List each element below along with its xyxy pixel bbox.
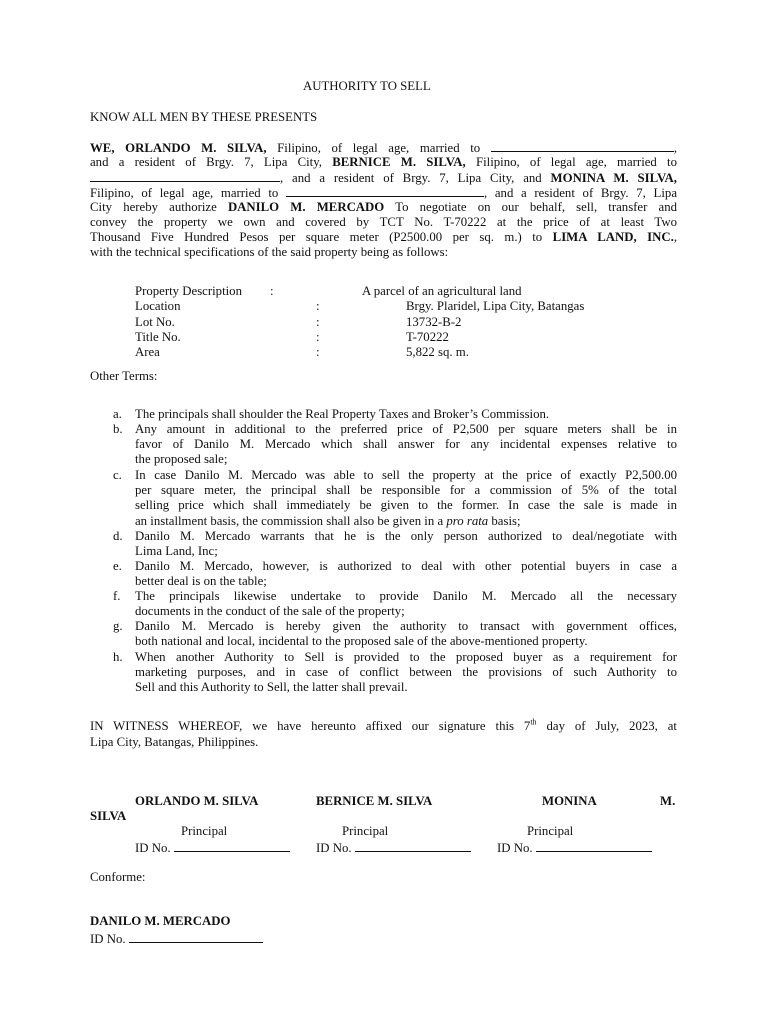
signatory-id: ID No. bbox=[497, 840, 652, 856]
signatory-role: Principal bbox=[527, 824, 574, 838]
signatory-role: Principal bbox=[181, 824, 228, 838]
term-letter: g. bbox=[113, 619, 123, 633]
signatory-id: ID No. bbox=[316, 840, 471, 856]
term-letter: b. bbox=[113, 422, 123, 436]
heading: KNOW ALL MEN BY THESE PRESENTS bbox=[90, 110, 318, 124]
term-letter: a. bbox=[113, 407, 122, 421]
principal-name-bernice: BERNICE M. SILVA, bbox=[332, 155, 466, 169]
agent-name-inline: DANILO M. MERCADO bbox=[227, 200, 385, 214]
buyer-name: LIMA LAND, INC. bbox=[552, 230, 674, 244]
signatory-name: SILVA bbox=[90, 809, 127, 823]
intro-line-6: convey the property we own and covered by TCT No. T-70222 at the price of at least Two bbox=[90, 215, 677, 229]
term-letter: h. bbox=[113, 650, 123, 664]
term-item-h: When another Authority to Sell is provided to the proposed buyer as a requirement for marketing purposes, and in case of conflict between the provisions of such Authority to Sell and this Authority to Sell, the latter shall prevail. bbox=[135, 650, 677, 695]
id-blank bbox=[174, 840, 290, 852]
signatory-name: ORLANDO M. SILVA bbox=[135, 794, 259, 808]
witness-line-2: Lipa City, Batangas, Philippines. bbox=[90, 735, 259, 749]
term-item-g: Danilo M. Mercado is hereby given the authority to transact with government offices, both national and local, incidental to the proposed sale of the above-mentioned property. bbox=[135, 619, 677, 649]
term-item-f: The principals likewise undertake to provide Danilo M. Mercado all the necessary documents in the conduct of the sale of the property; bbox=[135, 589, 677, 619]
term-letter: c. bbox=[113, 468, 122, 482]
other-terms-label: Other Terms: bbox=[90, 369, 158, 383]
agent-name: DANILO M. MERCADO bbox=[90, 914, 231, 928]
term-item-d: Danilo M. Mercado warrants that he is the only person authorized to deal/negotiate with Lima Land, Inc; bbox=[135, 529, 677, 559]
principal-name-monina: MONINA M. SILVA, bbox=[550, 171, 677, 185]
spouse-blank-2 bbox=[90, 170, 280, 182]
term-item-c: In case Danilo M. Mercado was able to sell the property at the price of exactly P2,500.00 per square meter, the principal shall be responsible for a commission of 5% of the total selling price which shall immediately be given to the former. In case the sale is made in an installment basis, the commission shall also be given in a pro rata basis; bbox=[135, 468, 677, 528]
signatory-name: MONINA bbox=[542, 794, 597, 808]
signatory-name: BERNICE M. SILVA bbox=[316, 794, 433, 808]
conforme-label: Conforme: bbox=[90, 870, 146, 884]
intro-line-5: City hereby authorize DANILO M. MERCADO To negotiate on our behalf, sell, transfer and bbox=[90, 200, 678, 214]
intro-line-2: and a resident of Brgy. 7, Lipa City, BERNICE M. SILVA, Filipino, of legal age, married to bbox=[90, 155, 677, 169]
spouse-blank-1 bbox=[491, 140, 674, 152]
id-blank bbox=[129, 931, 263, 943]
witness-line-1: IN WITNESS WHEREOF, we have hereunto affixed our signature this 7th day of July, 2023, at bbox=[90, 717, 677, 733]
spouse-blank-3 bbox=[286, 185, 484, 197]
spec-row: Title No. : T-70222 bbox=[135, 330, 449, 344]
signatory-id: ID No. bbox=[135, 840, 290, 856]
principal-name-orlando: WE, ORLANDO M. SILVA, bbox=[90, 141, 267, 155]
term-item-b: Any amount in additional to the preferred price of P2,500 per square meters shall be in favor of Danilo M. Mercado which shall answer for any incidental expenses relative to the proposed sale; bbox=[135, 422, 677, 467]
term-letter: d. bbox=[113, 529, 123, 543]
term-letter: e. bbox=[113, 559, 122, 573]
spec-row: Location : Brgy. Plaridel, Lipa City, Batangas bbox=[135, 299, 585, 313]
intro-line-8: with the technical specifications of the said property being as follows: bbox=[90, 245, 449, 259]
spec-row: Area : 5,822 sq. m. bbox=[135, 345, 469, 359]
signatory-role: Principal bbox=[342, 824, 389, 838]
spec-row: Lot No. : 13732-B-2 bbox=[135, 315, 462, 329]
id-blank bbox=[355, 840, 471, 852]
id-blank bbox=[536, 840, 652, 852]
term-item-a: The principals shall shoulder the Real Property Taxes and Broker’s Commission. bbox=[135, 407, 550, 421]
spec-row: Property Description : A parcel of an agricultural land bbox=[135, 284, 522, 298]
document-title: AUTHORITY TO SELL bbox=[303, 79, 431, 93]
term-letter: f. bbox=[113, 589, 121, 603]
intro-line-4: Filipino, of legal age, married to , and a resident of Brgy. 7, Lipa bbox=[90, 186, 677, 200]
term-item-e: Danilo M. Mercado, however, is authorized to deal with other potential buyers in case a better deal is on the table; bbox=[135, 559, 677, 589]
intro-line-7: Thousand Five Hundred Pesos per square meter (P2500.00 per sq. m.) to LIMA LAND, INC., bbox=[90, 230, 678, 244]
intro-line-3: , and a resident of Brgy. 7, Lipa City, and MONINA M. SILVA, bbox=[90, 170, 677, 186]
intro-line-1: WE, ORLANDO M. SILVA, Filipino, of legal age, married to , bbox=[90, 141, 678, 155]
signatory-name: M. bbox=[660, 794, 676, 808]
agent-id: ID No. bbox=[90, 931, 263, 947]
